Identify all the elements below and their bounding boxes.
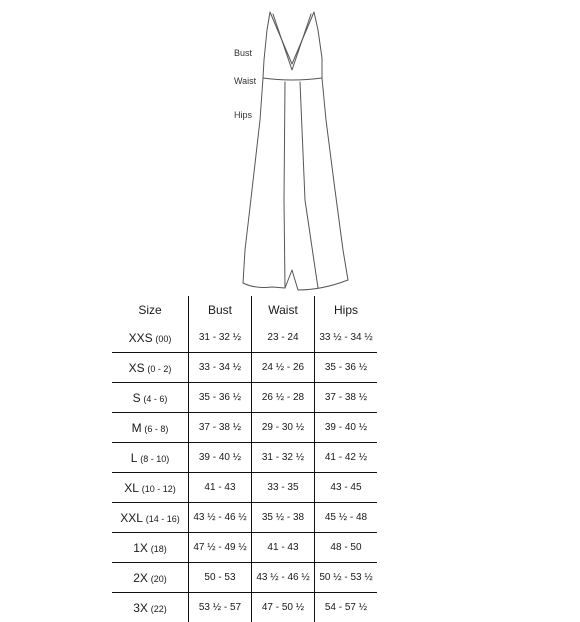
size-letter: XS: [129, 361, 145, 375]
bust-cell: 47 ½ - 49 ½: [189, 533, 252, 563]
size-letter: L: [131, 451, 138, 465]
bust-cell: 33 - 34 ½: [189, 353, 252, 383]
hips-label: Hips: [234, 110, 252, 120]
waist-cell: 26 ½ - 28: [252, 383, 315, 413]
bust-cell: 50 - 53: [189, 563, 252, 593]
waist-cell: 35 ½ - 38: [252, 503, 315, 533]
waist-cell: 31 - 32 ½: [252, 443, 315, 473]
size-numeric: (8 - 10): [140, 454, 169, 464]
table-row: [112, 563, 377, 593]
size-numeric: (20): [151, 574, 167, 584]
skirt-outline: [243, 78, 348, 283]
waist-cell: 33 - 35: [252, 473, 315, 503]
skirt-hem: [243, 270, 348, 290]
size-numeric: (22): [151, 604, 167, 614]
bust-cell: 35 - 36 ½: [189, 383, 252, 413]
table-row: [112, 323, 377, 353]
table-row: [112, 383, 377, 413]
hips-cell: 50 ½ - 53 ½: [315, 563, 378, 593]
hips-cell: 54 - 57 ½: [315, 593, 378, 622]
size-letter: XXS: [129, 331, 153, 345]
size-cell: [112, 593, 189, 622]
size-numeric: (6 - 8): [144, 424, 168, 434]
size-numeric: (4 - 6): [143, 394, 167, 404]
skirt-panel-line: [300, 82, 318, 288]
size-cell: [112, 473, 189, 503]
size-numeric: (0 - 2): [147, 364, 171, 374]
size-cell: [112, 353, 189, 383]
hips-cell: 45 ½ - 48: [315, 503, 378, 533]
table-row: [112, 413, 377, 443]
waist-cell: 43 ½ - 46 ½: [252, 563, 315, 593]
column-header-size: Size: [112, 296, 189, 323]
size-numeric: (10 - 12): [142, 484, 176, 494]
size-cell: [112, 413, 189, 443]
table-row: [112, 473, 377, 503]
size-letter: XXL: [120, 511, 143, 525]
size-cell: [112, 383, 189, 413]
hips-cell: 37 - 38 ½: [315, 383, 378, 413]
size-cell: [112, 443, 189, 473]
size-numeric: (14 - 16): [146, 514, 180, 524]
table-header-row: [112, 296, 377, 323]
size-letter: XL: [124, 481, 139, 495]
hips-cell: 48 - 50: [315, 533, 378, 563]
size-letter: S: [133, 391, 141, 405]
waist-label: Waist: [234, 76, 256, 86]
hips-cell: 43 - 45: [315, 473, 378, 503]
column-header-hips: Hips: [315, 296, 378, 323]
skirt-panel-line: [284, 82, 285, 288]
bust-cell: 43 ½ - 46 ½: [189, 503, 252, 533]
table-row: [112, 503, 377, 533]
size-cell: [112, 563, 189, 593]
hips-cell: 41 - 42 ½: [315, 443, 378, 473]
bust-cell: 53 ½ - 57: [189, 593, 252, 622]
size-chart-table: [112, 296, 377, 622]
strap-inner: [273, 14, 311, 70]
waist-cell: 41 - 43: [252, 533, 315, 563]
waist-cell: 29 - 30 ½: [252, 413, 315, 443]
bust-label: Bust: [234, 48, 252, 58]
size-cell: [112, 323, 189, 353]
bust-cell: 41 - 43: [189, 473, 252, 503]
hips-cell: 39 - 40 ½: [315, 413, 378, 443]
size-cell: [112, 533, 189, 563]
size-letter: 2X: [133, 571, 148, 585]
waist-cell: 23 - 24: [252, 323, 315, 353]
table-row: [112, 353, 377, 383]
waist-cell: 47 - 50 ½: [252, 593, 315, 622]
size-numeric: (18): [151, 544, 167, 554]
hips-cell: 35 - 36 ½: [315, 353, 378, 383]
waist-cell: 24 ½ - 26: [252, 353, 315, 383]
size-letter: 3X: [133, 601, 148, 615]
bust-cell: 39 - 40 ½: [189, 443, 252, 473]
size-cell: [112, 503, 189, 533]
size-letter: M: [132, 421, 142, 435]
bust-cell: 31 - 32 ½: [189, 323, 252, 353]
column-header-bust: Bust: [189, 296, 252, 323]
table-row: [112, 533, 377, 563]
size-numeric: (00): [155, 334, 171, 344]
table-row: [112, 443, 377, 473]
size-letter: 1X: [133, 541, 148, 555]
column-header-waist: Waist: [252, 296, 315, 323]
table-row: [112, 593, 377, 622]
hips-cell: 33 ½ - 34 ½: [315, 323, 378, 353]
bust-cell: 37 - 38 ½: [189, 413, 252, 443]
dress-illustration: [0, 0, 580, 295]
waist-seam: [263, 78, 322, 80]
